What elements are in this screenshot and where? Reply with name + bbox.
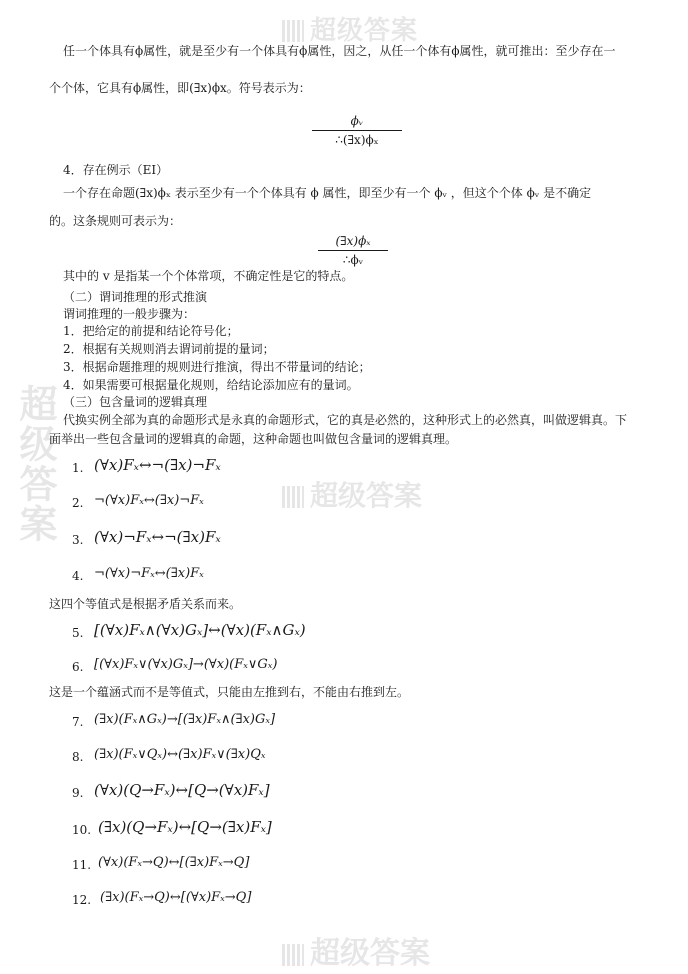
fraction-bar [318, 250, 388, 251]
formula-number: 7. [72, 715, 84, 729]
paragraph-line: 任一个体具有ϕ属性，就是至少有一个体具有ϕ属性，因之，从任一个体有ϕ属性，就可推出：至少存在一 [63, 44, 616, 58]
paragraph-line: 谓词推理的一般步骤为： [63, 307, 196, 321]
formula-number: 5. [72, 626, 84, 640]
paragraph-line: 其中的 v 是指某一个个体常项，不确定性是它的特点。 [63, 269, 354, 283]
rule-fraction-ei [318, 234, 388, 267]
rule-fraction-eg [312, 114, 402, 147]
formula-number: 2. [72, 496, 84, 510]
paragraph-line: 一个存在命题(∃x)ϕₓ 表示至少有一个个体具有 ϕ 属性，即至少有一个 ϕᵥ ，但这个个体 ϕᵥ 是不确定 [63, 186, 592, 200]
paragraph-line: 面举出一些包含量词的逻辑真的命题，这种命题也叫做包含量词的逻辑真理。 [49, 432, 458, 446]
fraction-bar [312, 130, 402, 131]
formula: (∃x)(Fₓ∨Qₓ)↔(∃x)Fₓ∨(∃x)Qₓ [94, 747, 266, 762]
formula: ¬(∀x)¬Fₓ↔(∃x)Fₓ [94, 566, 204, 581]
formula: (∀x)Fₓ↔¬(∃x)¬Fₓ [94, 456, 221, 474]
watermark-side: 超级答案 [13, 384, 57, 544]
formula-number: 8. [72, 750, 84, 764]
section-heading: （三）包含量词的逻辑真理 [63, 395, 208, 409]
formula-number: 9. [72, 786, 84, 800]
paragraph-line: 代换实例全部为真的命题形式是永真的命题形式，它的真是必然的，这种形式上的必然真，叫做逻辑真。下 [63, 413, 628, 427]
formula: (∀x)(Q→Fₓ)↔[Q→(∀x)Fₓ] [94, 781, 270, 799]
paragraph-line: 这四个等值式是根据矛盾关系而来。 [49, 597, 242, 611]
section-heading: （二）谓词推理的形式推演 [63, 290, 208, 304]
fraction-denominator: ∴ϕᵥ [342, 253, 364, 267]
paragraph-line: 个个体，它具有ϕ属性，即(∃x)ϕx。符号表示为： [49, 81, 311, 95]
paragraph-line: 的。这条规则可表示为： [49, 214, 182, 228]
watermark-bottom: 超级答案 [282, 928, 430, 972]
formula-number: 3. [72, 533, 84, 547]
formula: (∀x)(Fₓ→Q)↔[(∃x)Fₓ→Q] [98, 855, 250, 870]
formula: [(∀x)Fₓ∨(∀x)Gₓ]→(∀x)(Fₓ∨Gₓ) [94, 657, 278, 672]
formula: (∃x)(Fₓ∧Gₓ)→[(∃x)Fₓ∧(∃x)Gₓ] [94, 712, 276, 727]
fraction-numerator: (∃x)ϕₓ [335, 234, 371, 248]
paragraph-line: 这是一个蕴涵式而不是等值式，只能由左推到右，不能由右推到左。 [49, 685, 410, 699]
formula: (∀x)¬Fₓ↔¬(∃x)Fₓ [94, 528, 221, 546]
formula-number: 6. [72, 660, 84, 674]
watermark-middle: 超级答案 [282, 474, 422, 514]
step-item: 3．根据命题推理的规则进行推演，得出不带量词的结论； [63, 360, 371, 374]
section-heading-ei: 4．存在例示（EI） [63, 163, 169, 177]
formula-number: 1. [72, 461, 84, 475]
formula: (∃x)(Q→Fₓ)↔[Q→(∃x)Fₓ] [98, 818, 272, 836]
formula-number: 11. [72, 858, 92, 872]
step-item: 2．根据有关规则消去谓词前提的量词； [63, 342, 275, 356]
formula: ¬(∀x)Fₓ↔(∃x)¬Fₓ [94, 493, 204, 508]
fraction-denominator: ∴(∃x)ϕₓ [335, 133, 379, 147]
step-item: 1．把给定的前提和结论符号化； [63, 324, 239, 338]
formula-number: 12. [72, 893, 92, 907]
fraction-numerator: ϕᵥ [350, 114, 364, 128]
formula-number: 4. [72, 569, 84, 583]
step-item: 4．如果需要可根据量化规则，给结论添加应有的量词。 [63, 378, 359, 392]
watermark-top: 超级答案 [282, 10, 418, 47]
formula: (∃x)(Fₓ→Q)↔[(∀x)Fₓ→Q] [100, 890, 252, 905]
formula-number: 10. [72, 823, 92, 837]
formula: [(∀x)Fₓ∧(∀x)Gₓ]↔(∀x)(Fₓ∧Gₓ) [94, 621, 306, 639]
